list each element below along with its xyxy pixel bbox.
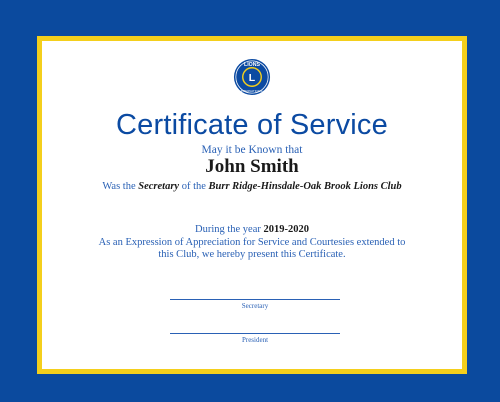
logo-letter: L bbox=[248, 72, 256, 84]
certificate-title: Certificate of Service bbox=[116, 109, 388, 141]
year-prefix: During the year bbox=[194, 224, 261, 235]
appreciation-paragraph bbox=[42, 224, 462, 262]
appreciation-line-2: this Club, we hereby present this Certificate. bbox=[158, 249, 346, 260]
known-line: May it be Known that bbox=[201, 144, 303, 156]
club-name: Burr Ridge-Hinsdale-Oak Brook Lions Club bbox=[208, 181, 402, 192]
secretary-signature-line bbox=[170, 299, 340, 300]
role-prefix: Was the bbox=[102, 181, 136, 192]
logo-bottom-text: INTERNATIONAL bbox=[240, 89, 264, 94]
certificate-border bbox=[37, 36, 467, 374]
role-title: Secretary bbox=[138, 181, 180, 192]
service-year: 2019-2020 bbox=[263, 224, 310, 235]
secretary-signature-label: Secretary bbox=[241, 302, 269, 310]
role-connector: of the bbox=[181, 181, 206, 192]
appreciation-line-1: As an Expression of Appreciation for Service and Courtesies extended to bbox=[98, 236, 406, 248]
role-line bbox=[42, 181, 462, 192]
year-line bbox=[42, 224, 462, 237]
lions-logo-icon bbox=[233, 58, 271, 96]
president-signature-label: President bbox=[241, 336, 269, 344]
certificate-paper bbox=[42, 41, 462, 369]
recipient-name: John Smith bbox=[205, 156, 299, 177]
president-signature-line bbox=[170, 333, 340, 334]
logo-top-text: LIONS bbox=[244, 62, 260, 69]
